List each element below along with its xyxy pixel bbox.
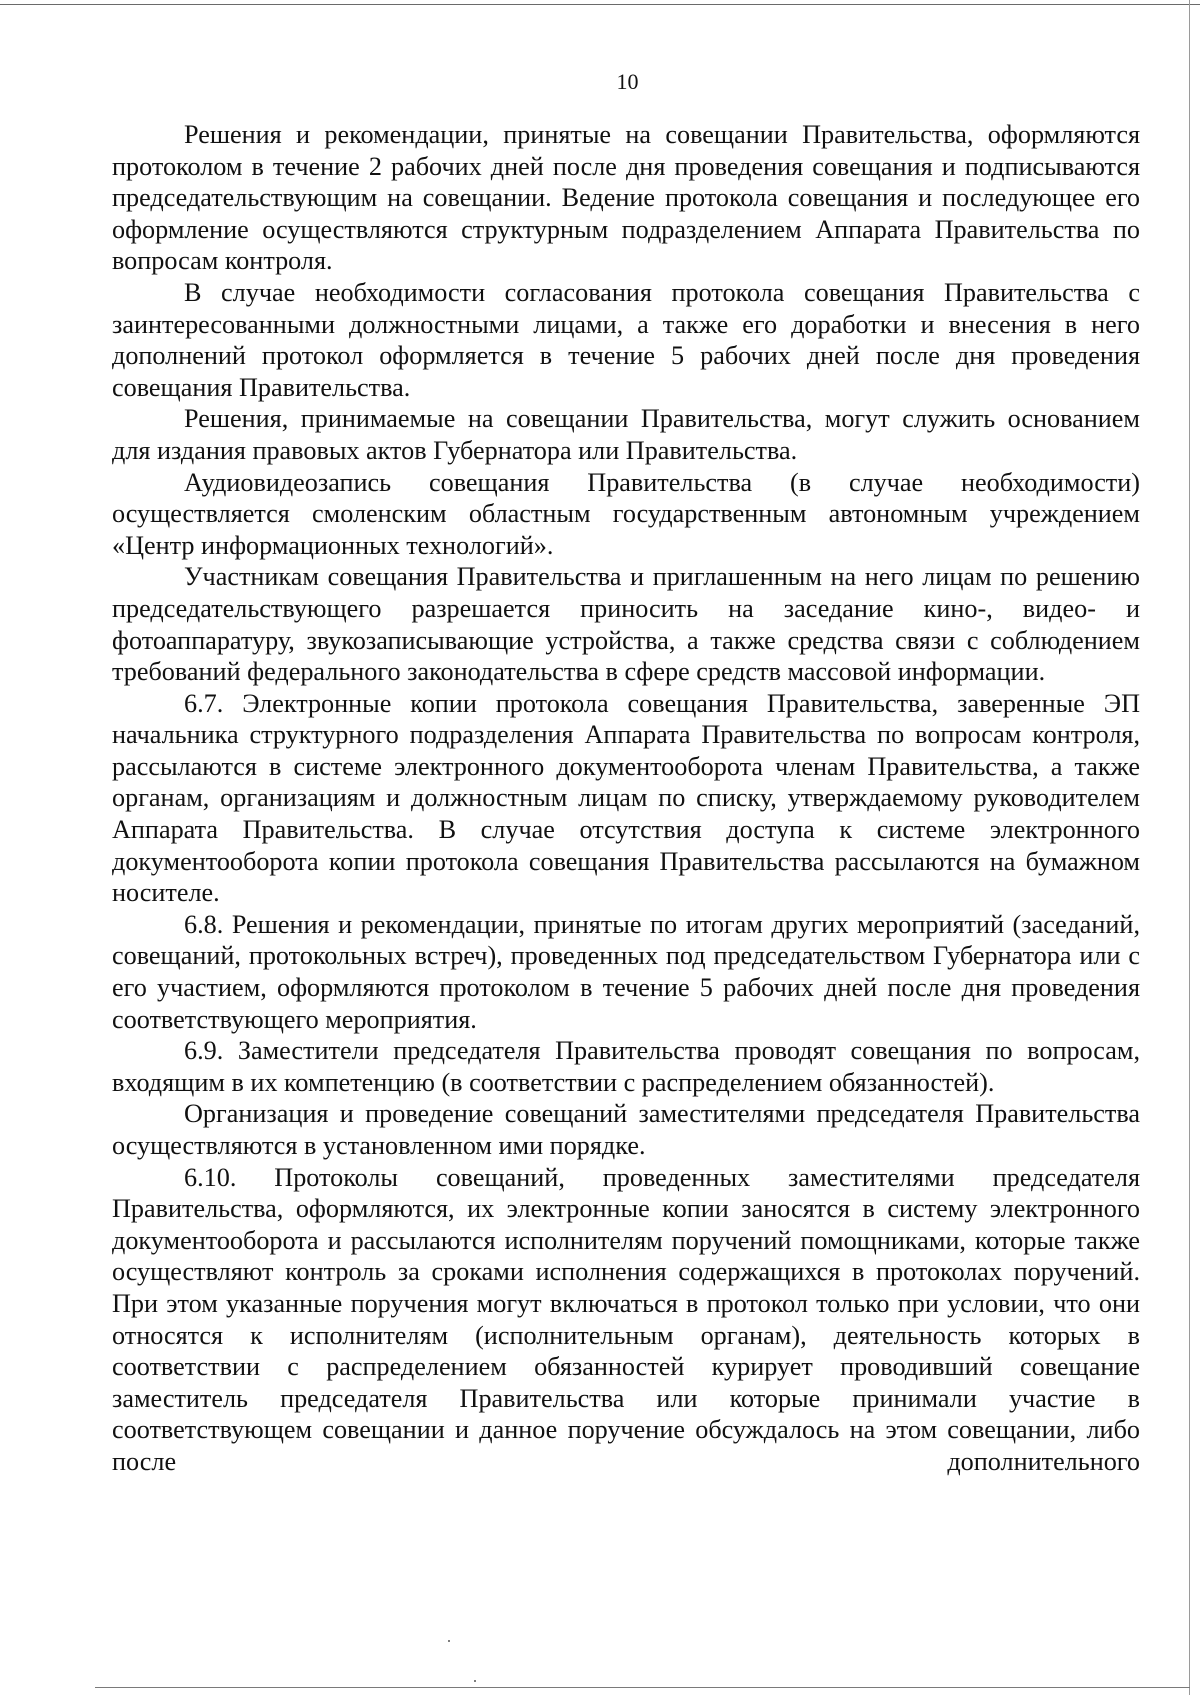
paragraph-protocol-registration: Решения и рекомендации, принятые на совещании Правительства, оформляются протоколом в течение 2 рабочих дней после дня проведения совещания и подписываются председательствующим на совещании. Ведение протокола совещания и последующее его оформление осуществляются структурным подразделением Аппарата Правительства по вопросам контроля. <box>112 120 1140 276</box>
scan-speck <box>448 1640 450 1642</box>
scan-edge-bottom <box>95 1687 1190 1688</box>
document-body <box>112 119 1140 1478</box>
scan-edge-top <box>0 4 1200 5</box>
paragraph-legal-acts-basis: Решения, принимаемые на совещании Правительства, могут служить основанием для издания правовых актов Губернатора или Правительства. <box>112 404 1140 465</box>
scan-edge-right <box>1189 0 1190 1695</box>
paragraph-audio-video-recording: Аудиовидеозапись совещания Правительства (в случае необходимости) осуществляется смоленским областным государственным автономным учреждением «Центр информационных технологий». <box>112 467 1140 560</box>
paragraph-section-6-10: 6.10. Протоколы совещаний, проведенных заместителями председателя Правительства, оформляются, их электронные копии заносятся в систему электронного документооборота и рассылаются исполнителям поручений помощниками, которые также осуществляют контроль за сроками исполнения содержащихся в протоколах поручений. При этом указанные поручения могут включаться в протокол только при условии, что они относятся к исполнителям (исполнительным органам), деятельность которых в соответствии с распределением обязанностей курирует проводивший совещание заместитель председателя Правительства или которые принимали участие в соответствующем совещании и данное поручение обсуждалось на этом совещании, либо после дополнительного <box>112 1162 1140 1476</box>
paragraph-organization-meetings: Организация и проведение совещаний заместителями председателя Правительства осуществляются в установленном ими порядке. <box>112 1099 1140 1160</box>
paragraph-section-6-8: 6.8. Решения и рекомендации, принятые по итогам других мероприятий (заседаний, совещаний, протокольных встреч), проведенных под председательством Губернатора или с его участием, оформляются протоколом в течение 5 рабочих дней после дня проведения соответствующего мероприятия. <box>112 909 1140 1034</box>
paragraph-section-6-9: 6.9. Заместители председателя Правительства проводят совещания по вопросам, входящим в их компетенцию (в соответствии с распределением обязанностей). <box>112 1036 1140 1097</box>
paragraph-section-6-7: 6.7. Электронные копии протокола совещания Правительства, заверенные ЭП начальника структурного подразделения Аппарата Правительства по вопросам контроля, рассылаются в системе электронного документооборота членам Правительства, а также органам, организациям и должностным лицам по списку, утверждаемому руководителем Аппарата Правительства. В случае отсутствия доступа к системе электронного документооборота копии протокола совещания Правительства рассылаются на бумажном носителе. <box>112 688 1140 908</box>
page-number: 10 <box>616 69 639 94</box>
paragraph-protocol-approval: В случае необходимости согласования протокола совещания Правительства с заинтересованными должностными лицами, а также его доработки и внесения в него дополнений протокол оформляется в течение 5 рабочих дней после дня проведения совещания Правительства. <box>112 277 1140 402</box>
scan-speck <box>474 1680 476 1682</box>
paragraph-participants-equipment: Участникам совещания Правительства и приглашенным на него лицам по решению председательствующего разрешается приносить на заседание кино-, видео- и фотоаппаратуру, звукозаписывающие устройства, а также средства связи с соблюдением требований федерального законодательства в сфере средств массовой информации. <box>112 562 1140 687</box>
